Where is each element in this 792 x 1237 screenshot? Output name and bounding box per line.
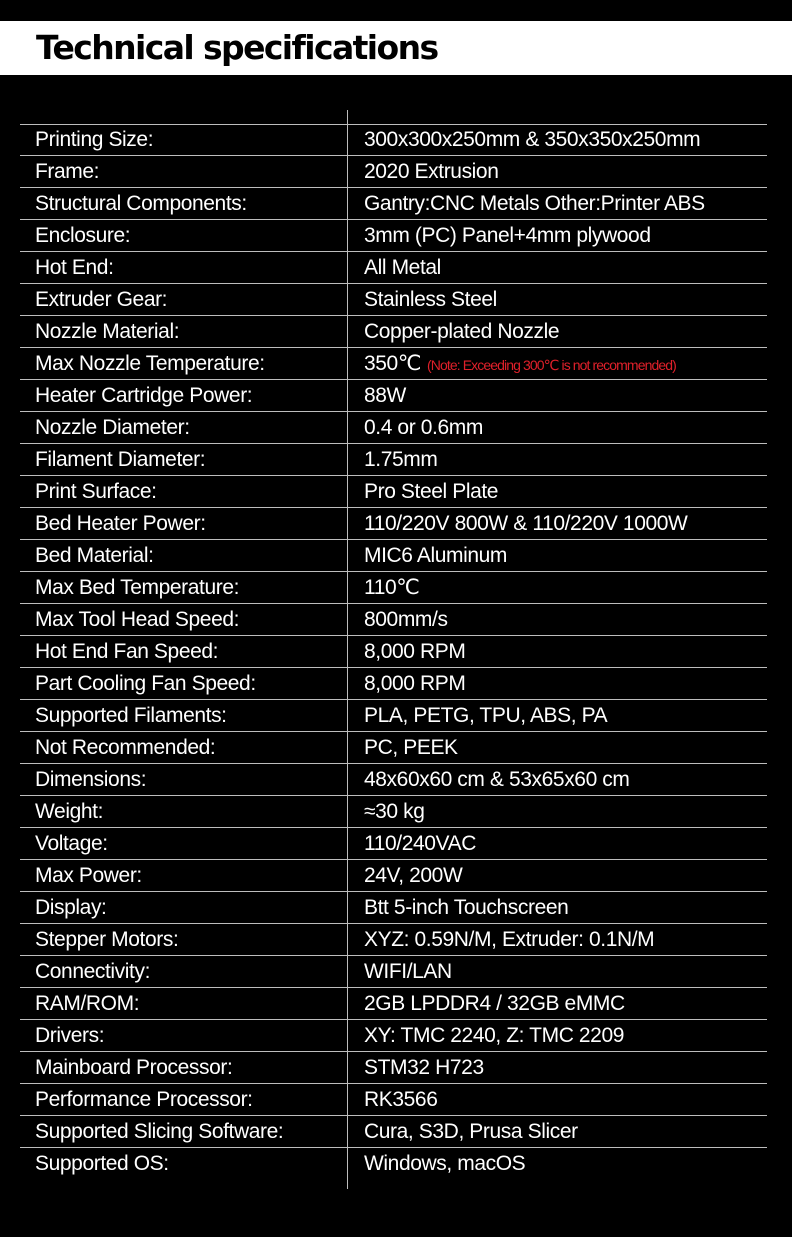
spec-value-text: 0.4 or 0.6mm bbox=[364, 416, 483, 439]
spec-value-text: 8,000 RPM bbox=[364, 672, 466, 695]
spec-value-text: 2GB LPDDR4 / 32GB eMMC bbox=[364, 992, 625, 1015]
spec-label: Voltage: bbox=[35, 832, 108, 855]
spec-row bbox=[20, 1116, 767, 1148]
spec-label: Display: bbox=[35, 896, 107, 919]
spec-row bbox=[20, 1084, 767, 1116]
spec-value-text: Gantry:CNC Metals Other:Printer ABS bbox=[364, 192, 705, 215]
spec-value-text: Windows, macOS bbox=[364, 1152, 526, 1175]
spec-value bbox=[364, 828, 476, 859]
spec-label: Frame: bbox=[35, 160, 100, 183]
spec-label: Max Power: bbox=[35, 864, 142, 887]
spec-value-text: 24V, 200W bbox=[364, 864, 463, 887]
spec-value-text: 88W bbox=[364, 384, 406, 407]
spec-value-text: PLA, PETG, TPU, ABS, PA bbox=[364, 704, 608, 727]
spec-label: Performance Processor: bbox=[35, 1088, 253, 1111]
spec-value bbox=[364, 1020, 624, 1051]
spec-row bbox=[20, 412, 767, 444]
spec-value-text: 3mm (PC) Panel+4mm plywood bbox=[364, 224, 651, 247]
spec-value bbox=[364, 1148, 525, 1179]
spec-value-text: XYZ: 0.59N/M, Extruder: 0.1N/M bbox=[364, 928, 655, 951]
spec-label: Dimensions: bbox=[35, 768, 147, 791]
spec-value-text: Copper-plated Nozzle bbox=[364, 320, 560, 343]
spec-value bbox=[364, 252, 441, 283]
spec-value bbox=[364, 636, 465, 667]
spec-row bbox=[20, 828, 767, 860]
spec-row bbox=[20, 124, 767, 156]
spec-row bbox=[20, 1148, 767, 1180]
spec-row bbox=[20, 604, 767, 636]
spec-value-text: 1.75mm bbox=[364, 448, 438, 471]
spec-label: RAM/ROM: bbox=[35, 992, 140, 1015]
spec-label: Heater Cartridge Power: bbox=[35, 384, 253, 407]
spec-value bbox=[364, 124, 700, 155]
spec-label: Printing Size: bbox=[35, 128, 154, 151]
spec-row bbox=[20, 668, 767, 700]
spec-value-text: 8,000 RPM bbox=[364, 640, 466, 663]
spec-value-text: Btt 5-inch Touchscreen bbox=[364, 896, 569, 919]
spec-value-text: 48x60x60 cm & 53x65x60 cm bbox=[364, 768, 630, 791]
spec-value bbox=[364, 796, 425, 827]
spec-value-text: 350℃ bbox=[364, 352, 422, 375]
spec-value bbox=[364, 412, 483, 443]
spec-row bbox=[20, 348, 767, 380]
spec-label: Connectivity: bbox=[35, 960, 151, 983]
spec-value bbox=[364, 156, 499, 187]
spec-row bbox=[20, 444, 767, 476]
spec-row bbox=[20, 1020, 767, 1052]
spec-row bbox=[20, 796, 767, 828]
spec-value bbox=[364, 988, 625, 1019]
spec-value bbox=[364, 316, 559, 347]
spec-value-text: 110℃ bbox=[364, 576, 420, 599]
spec-value-text: MIC6 Aluminum bbox=[364, 544, 508, 567]
spec-value-text: RK3566 bbox=[364, 1088, 438, 1111]
spec-row bbox=[20, 956, 767, 988]
spec-value bbox=[364, 668, 465, 699]
spec-value bbox=[364, 1052, 484, 1083]
spec-value-text: Cura, S3D, Prusa Slicer bbox=[364, 1120, 578, 1143]
table-column-divider bbox=[347, 110, 348, 1189]
spec-value bbox=[364, 284, 497, 315]
spec-label: Max Nozzle Temperature: bbox=[35, 352, 265, 375]
spec-label: Supported Filaments: bbox=[35, 704, 227, 727]
spec-value-text: Stainless Steel bbox=[364, 288, 497, 311]
spec-row bbox=[20, 988, 767, 1020]
spec-value-text: 300x300x250mm & 350x350x250mm bbox=[364, 128, 701, 151]
spec-row bbox=[20, 924, 767, 956]
spec-row bbox=[20, 508, 767, 540]
spec-value-text: ≈30 kg bbox=[364, 800, 425, 823]
spec-label: Filament Diameter: bbox=[35, 448, 206, 471]
spec-value bbox=[364, 860, 462, 891]
spec-label: Not Recommended: bbox=[35, 736, 216, 759]
spec-row bbox=[20, 636, 767, 668]
spec-row bbox=[20, 860, 767, 892]
spec-row bbox=[20, 572, 767, 604]
spec-value-text: STM32 H723 bbox=[364, 1056, 484, 1079]
spec-label: Extruder Gear: bbox=[35, 288, 168, 311]
spec-value bbox=[364, 956, 452, 987]
spec-row bbox=[20, 316, 767, 348]
spec-label: Hot End: bbox=[35, 256, 114, 279]
spec-value bbox=[364, 892, 568, 923]
spec-label: Weight: bbox=[35, 800, 104, 823]
spec-value bbox=[364, 732, 458, 763]
spec-row bbox=[20, 284, 767, 316]
spec-value bbox=[364, 188, 705, 219]
spec-value bbox=[364, 476, 498, 507]
spec-value bbox=[364, 540, 507, 571]
spec-value bbox=[364, 1084, 438, 1115]
spec-row bbox=[20, 476, 767, 508]
spec-value-text: 2020 Extrusion bbox=[364, 160, 499, 183]
spec-label: Max Tool Head Speed: bbox=[35, 608, 240, 631]
spec-row bbox=[20, 156, 767, 188]
spec-label: Supported Slicing Software: bbox=[35, 1120, 284, 1143]
spec-label: Bed Heater Power: bbox=[35, 512, 206, 535]
spec-value bbox=[364, 700, 607, 731]
spec-value bbox=[364, 764, 629, 795]
spec-label: Bed Material: bbox=[35, 544, 154, 567]
spec-label: Nozzle Diameter: bbox=[35, 416, 190, 439]
spec-value-text: PC, PEEK bbox=[364, 736, 458, 759]
spec-value-text: Pro Steel Plate bbox=[364, 480, 499, 503]
spec-value-text: 110/240VAC bbox=[364, 832, 476, 855]
spec-value-text: WIFI/LAN bbox=[364, 960, 452, 983]
spec-row bbox=[20, 380, 767, 412]
spec-value-text: 110/220V 800W & 110/220V 1000W bbox=[364, 512, 688, 535]
spec-value-text: XY: TMC 2240, Z: TMC 2209 bbox=[364, 1024, 625, 1047]
spec-label: Part Cooling Fan Speed: bbox=[35, 672, 256, 695]
spec-row bbox=[20, 188, 767, 220]
spec-value bbox=[364, 604, 448, 635]
spec-label: Mainboard Processor: bbox=[35, 1056, 233, 1079]
spec-label: Structural Components: bbox=[35, 192, 247, 215]
spec-value-text: 800mm/s bbox=[364, 608, 448, 631]
spec-label: Hot End Fan Speed: bbox=[35, 640, 219, 663]
spec-value bbox=[364, 924, 654, 955]
spec-value bbox=[364, 220, 651, 251]
spec-row bbox=[20, 764, 767, 796]
header-band bbox=[0, 21, 792, 75]
spec-label: Print Surface: bbox=[35, 480, 157, 503]
spec-value bbox=[364, 348, 676, 379]
spec-label: Drivers: bbox=[35, 1024, 105, 1047]
spec-value bbox=[364, 572, 419, 603]
spec-note: (Note: Exceeding 300℃ is not recommended) bbox=[427, 357, 676, 373]
spec-label: Stepper Motors: bbox=[35, 928, 179, 951]
spec-label: Max Bed Temperature: bbox=[35, 576, 240, 599]
spec-value bbox=[364, 380, 406, 411]
spec-value bbox=[364, 1116, 578, 1147]
spec-row bbox=[20, 892, 767, 924]
spec-value-text: All Metal bbox=[364, 256, 441, 279]
spec-table bbox=[20, 124, 767, 1180]
spec-row bbox=[20, 220, 767, 252]
spec-row bbox=[20, 732, 767, 764]
spec-row bbox=[20, 700, 767, 732]
spec-row bbox=[20, 1052, 767, 1084]
spec-label: Supported OS: bbox=[35, 1152, 169, 1175]
spec-label: Enclosure: bbox=[35, 224, 131, 247]
spec-value bbox=[364, 444, 437, 475]
page-title: Technical specifications bbox=[36, 28, 438, 67]
spec-row bbox=[20, 252, 767, 284]
spec-value bbox=[364, 508, 687, 539]
spec-label: Nozzle Material: bbox=[35, 320, 180, 343]
spec-row bbox=[20, 540, 767, 572]
